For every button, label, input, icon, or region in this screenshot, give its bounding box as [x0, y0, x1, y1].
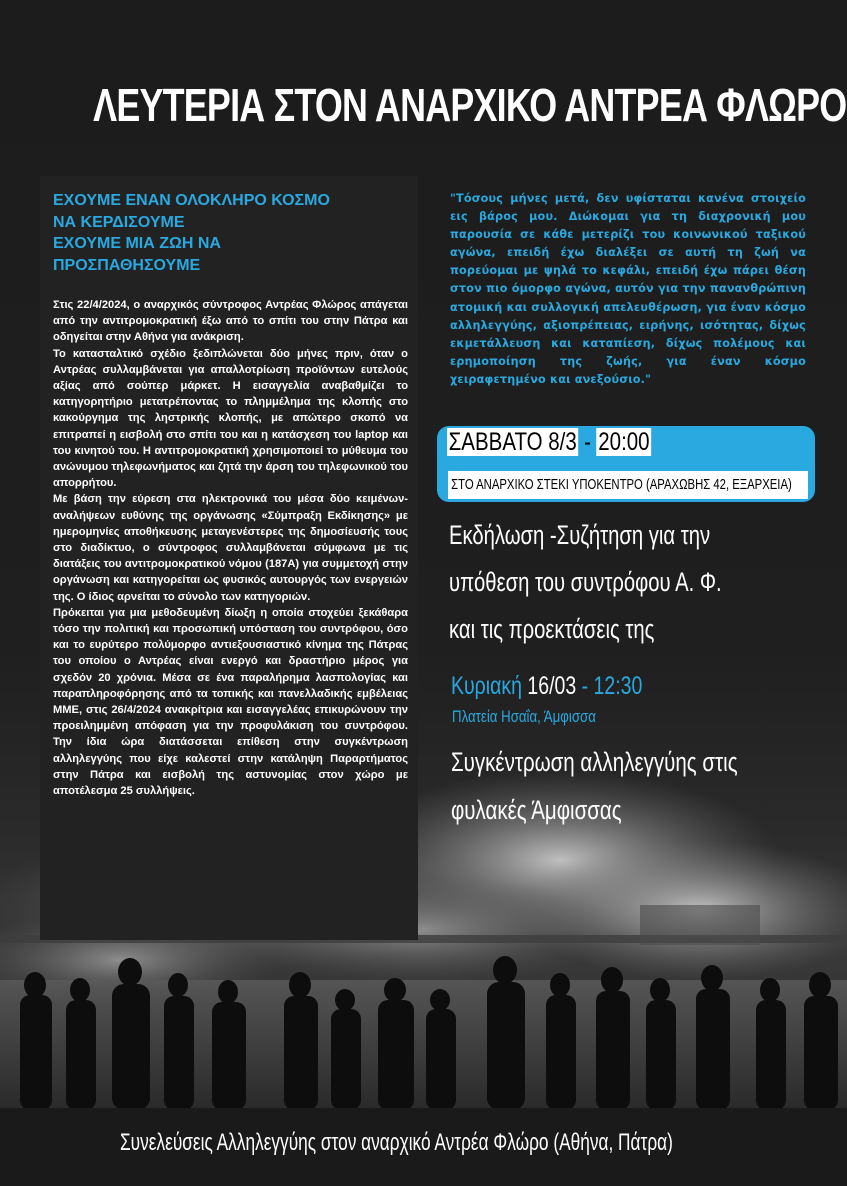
- article-text: [53, 297, 408, 799]
- article-paragraph: Πρόκειται για μια μεθοδευμένη δίωξη η οποία στοχεύει ξεκάθαρα τόσο την πολιτική και προσωπική υπόσταση του συντρόφου, όσο και το ευρύτερο πολύμορφο αντιεξουσιαστικό κίνημα της Πάτρας του οποίου ο Αντρέας είναι ενεργό και δραστήριο μέρος για σχεδόν 20 χρόνια. Μέσα σε ένα παραλήρημα λασπολογίας και παραπληροφόρησης από τα τοπικής και πανελλαδικής εμβέλειας ΜΜΕ, στις 26/4/2024 ανακρίτρια και εισαγγελέας επικυρώνουν την προειλημμένη απόφαση για την προφυλάκιση του συντρόφου. Την ίδια ώρα διατάσσεται επίθεση στην συγκέντρωση αλληλεγγύης που είχε καλεστεί στην κατάληψη Παραρτήματος στην Πάτρα και εισβολή της αστυνομίας στον χώρο με αποτέλεσμα 25 συλλήψεις.: [53, 606, 408, 798]
- slogan-line: ΕΧΟΥΜΕ ΜΙΑ ΖΩΗ ΝΑ: [53, 235, 221, 252]
- event1-time: 20:00: [598, 428, 650, 456]
- article-paragraph: Με βάση την εύρεση στα ηλεκτρονικά του μέσα δύο κειμένων-αναλήψεων ευθύνης της οργάνωσης «Σύμπραξη Εκδίκησης» με ημερομηνίες αποθήκευσης μεταγενέστερες της δημοσίευσής τους στο διαδίκτυο, ο σύντροφος συλλαμβάνεται σύμφωνα με τις διατάξεις του αντιτρομοκρατικού νόμου (187Α) για συμμετοχή στην οργάνωση και κατηγορείται ως φυσικός αυτουργός των ενεργειών της. Ο ίδιος αρνείται το σύνολο των κατηγοριών.: [53, 493, 408, 603]
- event1-separator: -: [578, 428, 597, 456]
- event1-line: Εκδήλωση -Συζήτηση για την: [449, 520, 711, 550]
- event2-time: 12:30: [593, 672, 643, 700]
- event2-place: Πλατεία Ησαΐα, Άμφισσα: [452, 707, 596, 726]
- slogan-line: ΠΡΟΣΠΑΘΗΣΟΥΜΕ: [53, 256, 201, 274]
- slogan-line: ΝΑ ΚΕΡΔΙΣΟΥΜΕ: [53, 213, 185, 231]
- event2-separator: -: [576, 672, 594, 700]
- slogan-line: ΕΧΟΥΜΕ ΕΝΑΝ ΟΛΟΚΛΗΡΟ ΚΟΣΜΟ: [53, 192, 330, 209]
- event2-line: φυλακές Άμφισσας: [451, 795, 622, 825]
- poster-title: ΛΕΥΤΕΡΙΑ ΣΤΟΝ ΑΝΑΡΧΙΚΟ ΑΝΤΡΕΑ ΦΛΩΡΟ: [93, 79, 847, 131]
- event1-line: και τις προεκτάσεις της: [449, 614, 655, 644]
- event2-datetime: [451, 672, 642, 701]
- footer-signature: Συνελεύσεις Αλληλεγγύης στον αναρχικό Αντρέα Φλώρο (Αθήνα, Πάτρα): [120, 1129, 673, 1156]
- event2-line: Συγκέντρωση αλληλεγγύης στις: [451, 747, 738, 777]
- article-paragraph: Το κατασταλτικό σχέδιο ξεδιπλώνεται δύο μήνες πριν, όταν ο Αντρέας συλλαμβάνεται για απαλλοτρίωση προϊόντων ευτελούς αξίας από σούπερ μάρκετ. Η εισαγγελία αναβαθμίζει το κατηγορητήριο μετατρέποντας το πλημμέλημα της κλοπής στο κακούργημα της ληστρικής κλοπής, με απώτερο σκοπό να επιτραπεί η εισβολή στο σπίτι του και η κατάσχεση του laptop και του κινητού του. Η αντιτρομοκρατική χρησιμοποιεί το μύθευμα του ανώνυμου τηλεφωνήματος και ζητά την άρση του τηλεφωνικού του απορρήτου.: [53, 347, 408, 490]
- event1-line: υπόθεση του συντρόφου Α. Φ.: [449, 567, 722, 597]
- prisoner-quote: "Τόσους μήνες μετά, δεν υφίσταται κανένα στοιχείο εις βάρος μου. Διώκομαι για τη διαχρονική μου παρουσία σε κάθε μετερίζι του κοινωνικού ταξικού αγώνα, επειδή έχω διαλέξει σε αυτή τη ζωή να πορεύομαι με ψηλά το κεφάλι, επειδή έχω πάρει θέση στον πιο όμορφο αγώνα, αυτόν για την πανανθρώπινη ατομική και συλλογική απελευθέρωση, για έναν κόσμο αλληλεγγύης, αξιοπρέπειας, ειρήνης, ισότητας, δίχως εκμετάλλευση και καταπίεση, δίχως πολέμους και ερημοποίηση της ζωής, για έναν κόσμο χειραφετημένο και ανεξούσιο.": [450, 192, 806, 386]
- slogan: [53, 190, 408, 276]
- event2-date: 16/03: [521, 672, 577, 700]
- event1-day: ΣΑΒΒΑΤΟ 8/3: [448, 428, 577, 456]
- event1-datetime: [447, 428, 651, 457]
- event2-day: Κυριακή: [451, 672, 522, 700]
- event1-description: [449, 512, 829, 653]
- event1-venue: [448, 471, 808, 499]
- article-paragraph: Στις 22/4/2024, ο αναρχικός σύντροφος Αντρέας Φλώρος απάγεται από την αντιτρομοκρατική έξω από το σπίτι του στην Πάτρα και οδηγείται στην Αθήνα για ανάκριση.: [53, 299, 408, 344]
- event2-description: [451, 738, 828, 834]
- event1-venue-text: ΣΤΟ ΑΝΑΡΧΙΚΟ ΣΤΕΚΙ ΥΠΟΚΕΝΤΡΟ (ΑΡΑΧΩΒΗΣ 42, ΕΞΑΡΧΕΙΑ): [451, 477, 792, 493]
